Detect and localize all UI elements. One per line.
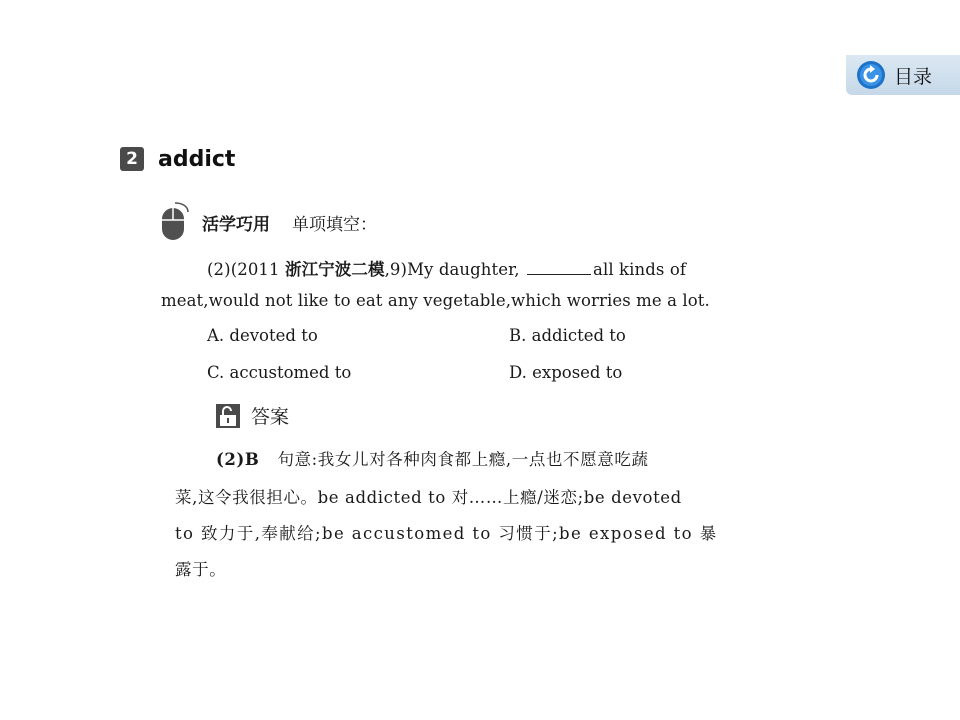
question-source-close: ,9) [384,260,408,279]
practice-header [160,202,377,242]
question-source-open: (2011 [230,260,285,279]
unlock-icon [215,403,241,429]
explanation-line-4: 露于。 [175,560,227,579]
explanation-line-3: to 致力于,奉献给;be accustomed to 习惯于;be exposed to 暴 [175,524,718,543]
question-text-before-blank: My daughter, [407,260,520,279]
question-source-name: 浙江宁波二模 [284,260,385,279]
option-d[interactable]: D. exposed to [509,363,623,382]
answer-key: (2)B [216,450,260,469]
option-b[interactable]: B. addicted to [509,326,626,345]
answer-label: 答案 [251,406,290,428]
section-header [120,145,235,173]
refresh-circle-icon [856,60,886,90]
option-a[interactable]: A. devoted to [207,326,318,345]
toc-label: 目录 [894,65,933,88]
section-word: addict [158,146,236,172]
explanation-line-1 [216,446,649,470]
question-number: (2) [207,260,231,279]
answer-blank [527,258,591,275]
practice-subtitle: 单项填空： [292,214,377,235]
mouse-icon [160,202,190,242]
answer-toggle[interactable] [215,402,289,429]
option-c[interactable]: C. accustomed to [207,363,352,382]
practice-title: 活学巧用 [202,214,270,235]
question-text-after-blank: all kinds of [593,260,687,279]
question-line-1 [207,256,686,280]
question-line-2: meat,would not like to eat any vegetable,which worries me a lot. [161,291,710,310]
explanation-text-1: 句意:我女儿对各种肉食都上瘾,一点也不愿意吃蔬 [277,450,649,469]
toc-button[interactable] [846,55,960,95]
section-number-badge: 2 [120,147,144,171]
explanation-line-2: 菜,这令我很担心。be addicted to 对……上瘾/迷恋;be devoted [175,488,682,507]
